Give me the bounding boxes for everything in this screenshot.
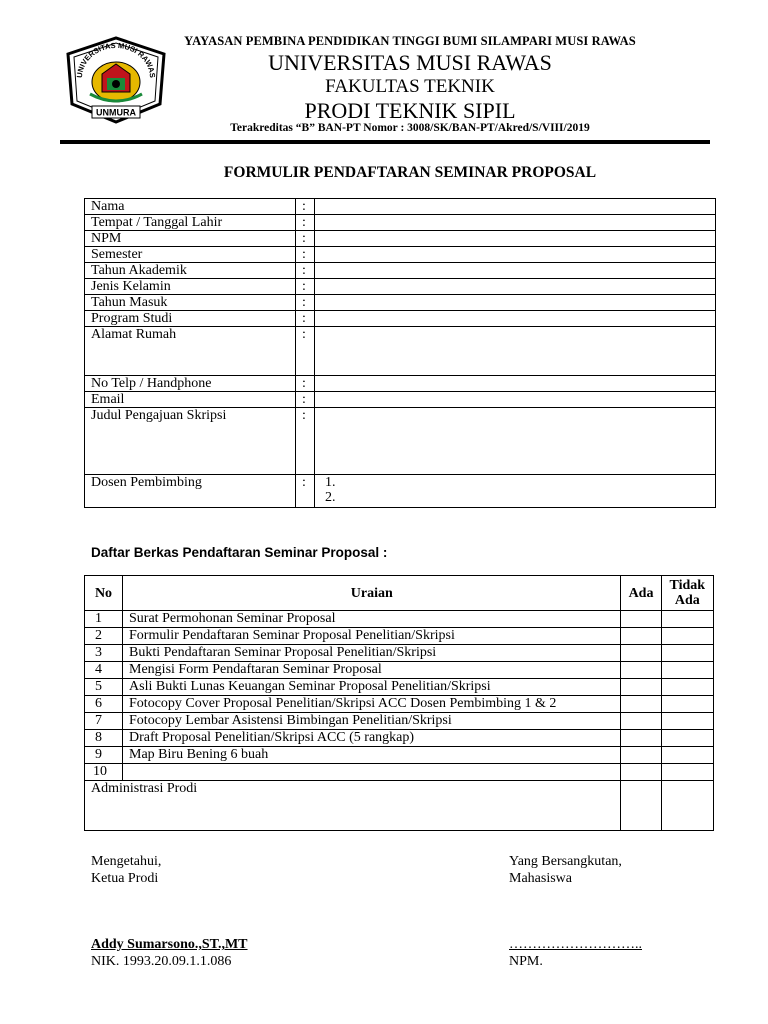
field-colon: : [296,475,315,508]
pembimbing-2: 2. [325,490,336,505]
field-label: Program Studi [85,311,296,327]
field-value-tempat-tanggal-lahir[interactable] [315,215,716,231]
field-row-tahun-akademik [85,263,716,279]
tidak-ada-checkbox-cell[interactable] [661,662,713,679]
table-row [85,645,714,662]
logo-bottom-text: UNMURA [96,107,136,118]
field-colon: : [296,199,315,215]
header-ada: Ada [621,576,661,611]
checklist-table [84,575,714,831]
ada-checkbox-cell[interactable] [621,696,661,713]
item-no: 1 [85,611,123,628]
header-tidak-ada-line1: Tidak [669,578,706,593]
field-row-tahun-masuk [85,295,716,311]
field-value-tahun-akademik[interactable] [315,263,716,279]
ada-checkbox-cell[interactable] [621,628,661,645]
identity-table [84,198,716,508]
admin-tidak-ada-cell[interactable] [661,781,713,831]
item-no: 9 [85,747,123,764]
field-value-semester[interactable] [315,247,716,263]
field-row-jenis-kelamin [85,279,716,295]
student-name-placeholder[interactable]: ……………………….. [509,937,642,952]
field-colon: : [296,392,315,408]
table-row [85,679,714,696]
header-tidak-ada [661,576,713,611]
ketua-prodi-label: Ketua Prodi [91,871,159,886]
field-row-dosen-pembimbing [85,475,716,508]
field-label: Dosen Pembimbing [85,475,296,508]
item-no: 4 [85,662,123,679]
field-label: Tahun Akademik [85,263,296,279]
signature-right-block [509,853,622,887]
table-row [85,662,714,679]
field-row-no-telp [85,376,716,392]
faculty-name: FAKULTAS TEKNIK [325,76,495,97]
item-text: Bukti Pendaftaran Seminar Proposal Penelitian/Skripsi [123,645,621,662]
field-colon: : [296,215,315,231]
tidak-ada-checkbox-cell[interactable] [661,764,713,781]
tidak-ada-checkbox-cell[interactable] [661,696,713,713]
field-label: Judul Pengajuan Skripsi [85,408,296,475]
field-row-nama [85,199,716,215]
field-row-alamat-rumah [85,327,716,376]
item-no: 10 [85,764,123,781]
ada-checkbox-cell[interactable] [621,679,661,696]
item-text: Map Biru Bening 6 buah [123,747,621,764]
admin-ada-cell[interactable] [621,781,661,831]
table-row [85,730,714,747]
ada-checkbox-cell[interactable] [621,764,661,781]
table-row [85,628,714,645]
ada-checkbox-cell[interactable] [621,611,661,628]
field-value-email[interactable] [315,392,716,408]
field-colon: : [296,311,315,327]
university-name: UNIVERSITAS MUSI RAWAS [268,50,552,75]
tidak-ada-checkbox-cell[interactable] [661,645,713,662]
foundation-name: YAYASAN PEMBINA PENDIDIKAN TINGGI BUMI SILAMPARI MUSI RAWAS [184,34,636,48]
item-text: Asli Bukti Lunas Keuangan Seminar Proposal Penelitian/Skripsi [123,679,621,696]
field-value-jenis-kelamin[interactable] [315,279,716,295]
ada-checkbox-cell[interactable] [621,662,661,679]
item-no: 6 [85,696,123,713]
header-tidak-ada-line2: Ada [674,593,700,608]
program-name: PRODI TEKNIK SIPIL [304,98,516,123]
item-text: Draft Proposal Penelitian/Skripsi ACC (5 rangkap) [123,730,621,747]
ada-checkbox-cell[interactable] [621,713,661,730]
ada-checkbox-cell[interactable] [621,645,661,662]
field-label: Jenis Kelamin [85,279,296,295]
item-text: Fotocopy Lembar Asistensi Bimbingan Penelitian/Skripsi [123,713,621,730]
item-text: Mengisi Form Pendaftaran Seminar Proposal [123,662,621,679]
signature-left-block [91,853,161,887]
field-label: NPM [85,231,296,247]
field-label: Nama [85,199,296,215]
tidak-ada-checkbox-cell[interactable] [661,611,713,628]
table-row [85,764,714,781]
field-colon: : [296,231,315,247]
field-label: Email [85,392,296,408]
table-row [85,611,714,628]
item-no: 3 [85,645,123,662]
table-row [85,713,714,730]
tidak-ada-checkbox-cell[interactable] [661,747,713,764]
item-text: Fotocopy Cover Proposal Penelitian/Skripsi ACC Dosen Pembimbing 1 & 2 [123,696,621,713]
checklist-header-row [85,576,714,611]
item-no: 5 [85,679,123,696]
pembimbing-1: 1. [325,475,336,490]
tidak-ada-checkbox-cell[interactable] [661,713,713,730]
item-text: Formulir Pendaftaran Seminar Proposal Penelitian/Skripsi [123,628,621,645]
field-label: Alamat Rumah [85,327,296,376]
table-row [85,747,714,764]
yang-bersangkutan-label: Yang Bersangkutan, [509,854,622,869]
ketua-prodi-nik: NIK. 1993.20.09.1.1.086 [91,954,232,969]
header-divider [60,140,710,144]
item-text [123,764,621,781]
header-no: No [85,576,123,611]
field-label: Tahun Masuk [85,295,296,311]
tidak-ada-checkbox-cell[interactable] [661,679,713,696]
field-label: No Telp / Handphone [85,376,296,392]
header-uraian: Uraian [123,576,621,611]
ada-checkbox-cell[interactable] [621,730,661,747]
field-colon: : [296,376,315,392]
item-no: 8 [85,730,123,747]
field-row-email [85,392,716,408]
field-colon: : [296,295,315,311]
mengetahui-label: Mengetahui, [91,854,162,869]
field-value-judul-skripsi[interactable] [315,408,716,475]
field-value-tahun-masuk[interactable] [315,295,716,311]
table-row [85,696,714,713]
field-colon: : [296,247,315,263]
field-label: Semester [85,247,296,263]
student-npm-label: NPM. [509,954,543,969]
item-text: Surat Permohonan Seminar Proposal [123,611,621,628]
field-value-nama[interactable] [315,199,716,215]
field-row-program-studi [85,311,716,327]
field-value-npm[interactable] [315,231,716,247]
item-no: 2 [85,628,123,645]
admin-label: Administrasi Prodi [85,781,621,831]
ada-checkbox-cell[interactable] [621,747,661,764]
mahasiswa-label: Mahasiswa [509,871,572,886]
tidak-ada-checkbox-cell[interactable] [661,730,713,747]
field-colon: : [296,263,315,279]
form-title: FORMULIR PENDAFTARAN SEMINAR PROPOSAL [223,164,597,181]
field-colon: : [296,408,315,475]
ketua-prodi-name: Addy Sumarsono.,ST.,MT [91,937,248,952]
tidak-ada-checkbox-cell[interactable] [661,628,713,645]
admin-row [85,781,714,831]
field-row-tempat-tanggal-lahir [85,215,716,231]
berkas-heading: Daftar Berkas Pendaftaran Seminar Proposal : [91,545,388,560]
field-value-alamat-rumah[interactable] [315,327,716,376]
field-label: Tempat / Tanggal Lahir [85,215,296,231]
field-row-npm [85,231,716,247]
item-no: 7 [85,713,123,730]
field-value-no-telp[interactable] [315,376,716,392]
field-value-program-studi[interactable] [315,311,716,327]
logo-top-text: UNIVERSITAS MUSI RAWAS [74,40,158,79]
field-value-dosen-pembimbing[interactable] [315,475,716,508]
field-colon: : [296,279,315,295]
accreditation-text: Terakreditas “B” BAN-PT Nomor : 3008/SK/BAN-PT/Akred/S/VIII/2019 [230,122,590,134]
field-row-judul-skripsi [85,408,716,475]
field-colon: : [296,327,315,376]
field-row-semester [85,247,716,263]
